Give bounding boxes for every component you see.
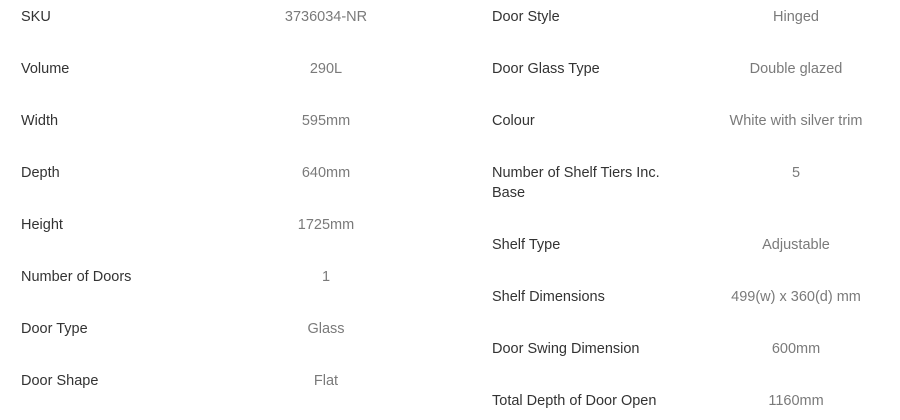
spec-label: Volume	[21, 61, 70, 77]
spec-label: Total Depth of Door Open	[492, 393, 657, 409]
spec-value: Glass	[307, 321, 345, 337]
spec-value: 595mm	[301, 113, 351, 129]
spec-label: Door Shape	[21, 373, 99, 389]
spec-value: White with silver trim	[729, 113, 863, 129]
spec-label: Width	[21, 113, 59, 129]
spec-value: 1	[321, 269, 331, 285]
spec-value: Double glazed	[749, 61, 843, 77]
spec-value: 1725mm	[297, 217, 355, 233]
spec-label: Number of Shelf Tiers Inc. Base	[492, 165, 660, 201]
spec-value: Adjustable	[762, 237, 830, 253]
spec-value: 5	[791, 165, 801, 181]
spec-value: 1160mm	[768, 393, 824, 409]
spec-label: Door Style	[492, 9, 560, 25]
spec-label: Door Swing Dimension	[492, 341, 640, 357]
spec-label: Colour	[492, 113, 535, 129]
spec-value: 600mm	[771, 341, 821, 357]
spec-label: Shelf Dimensions	[492, 289, 605, 305]
spec-label: Door Type	[21, 321, 88, 337]
spec-label: Number of Doors	[21, 269, 132, 285]
spec-label: Height	[21, 217, 63, 233]
spec-value: 640mm	[301, 165, 351, 181]
spec-value: 499(w) x 360(d) mm	[731, 289, 861, 305]
spec-value: 3736034-NR	[284, 9, 368, 25]
spec-label: Door Glass Type	[492, 61, 600, 77]
spec-label: Depth	[21, 165, 60, 181]
spec-value: Flat	[313, 373, 339, 389]
spec-value: 290L	[309, 61, 343, 77]
spec-value: Hinged	[773, 9, 819, 25]
spec-label: SKU	[21, 9, 51, 25]
spec-label: Shelf Type	[492, 237, 561, 253]
